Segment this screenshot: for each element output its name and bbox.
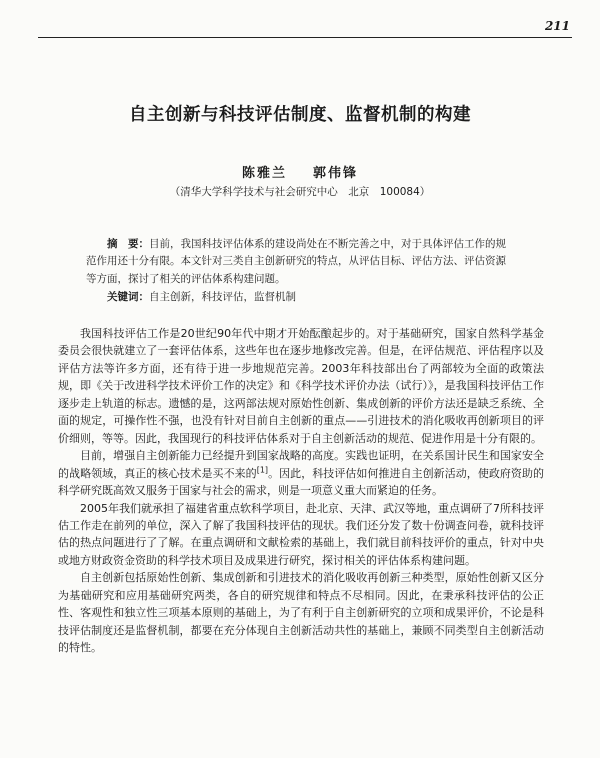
author-name: 郭伟锋 xyxy=(313,166,359,181)
abstract-text: 目前，我国科技评估体系的建设尚处在不断完善之中，对于具体评估工作的规范作用还十分有限。本文针对三类自主创新研究的特点，从评估目标、评估方法、评估资源等方面，探讨了相关的评估体系构建问题。 xyxy=(86,238,506,285)
abstract xyxy=(86,236,514,288)
author-name: 陈雅兰 xyxy=(241,166,287,181)
paragraph xyxy=(58,569,544,656)
affiliation: （清华大学科学技术与社会研究中心 北京 100084） xyxy=(169,186,431,198)
paragraph-text: 目前，增强自主创新能力已经提升到国家战略的高度。实践也证明，在关系国计民生和国家安全的战略领域，真正的核心技术是买不来的 xyxy=(58,449,544,480)
page-number: 211 xyxy=(544,19,570,33)
paragraph xyxy=(58,447,544,499)
paragraph-text: 我国科技评估工作是20世纪90年代中期才开始酝酿起步的。对于基础研究，国家自然科学基金委员会很快就建立了一套评估体系，这些年也在逐步地修改完善。但是，在评估规范、评估程序以及评估方法等许多方面，还有待于进一步地规范完善。2003年科技部出台了两部较为全面的政策法规，即《关于改进科学技术评价工作的决定》和《科学技术评价办法（试行）》，是我国科技评估工作逐步走上轨道的标志。遗憾的是，这两部法规对原始性创新、集成创新的评价方法还是缺乏系统、全面的规定，可操作性不强，也没有针对目前自主创新的重点——引进技术的消化吸收再创新项目的评价细则，等等。因此，我国现行的科技评估体系对于自主创新活动的规范、促进作用是十分有限的。 xyxy=(58,327,544,445)
abstract-label: 摘 要： xyxy=(107,238,149,250)
body-text xyxy=(58,325,544,657)
keywords-text: 自主创新，科技评估，监督机制 xyxy=(149,291,296,303)
keywords-label: 关键词： xyxy=(107,291,149,303)
authors xyxy=(0,162,600,181)
paper-title: 自主创新与科技评估制度、监督机制的构建 xyxy=(129,105,471,125)
keywords xyxy=(86,289,514,306)
citation: [1] xyxy=(256,464,269,474)
paragraph xyxy=(58,325,544,447)
paragraph xyxy=(58,500,544,570)
header-rule xyxy=(38,37,572,38)
paragraph-text: 2005年我们就承担了福建省重点软科学项目，赴北京、天津、武汉等地，重点调研了7所科技评估工作走在前列的单位，深入了解了我国科技评估的现状。我们还分发了数十份调查问卷，就科技评估的热点问题进行了了解。在重点调研和文献检索的基础上，我们就目前科技评价的重点，针对中央或地方财政资金资助的科学技术项目及成果进行研究，探讨相关的评估体系构建问题。 xyxy=(58,501,544,567)
paragraph-text: 自主创新包括原始性创新、集成创新和引进技术的消化吸收再创新三种类型，原始性创新又区分为基础研究和应用基础研究两类，各自的研究规律和特点不尽相同。因此，在秉承科技评估的公正性、客观性和独立性三项基本原则的基础上，为了有利于自主创新研究的立项和成果评价，不论是科技评估制度还是监督机制，都要在充分体现自主创新活动共性的基础上，兼顾不同类型自主创新活动的特性。 xyxy=(58,571,544,655)
paragraph-text: 。因此，科技评估如何推进自主创新活动，使政府资助的科学研究既高效又服务于国家与社会的需求，则是一项意义重大而紧迫的任务。 xyxy=(58,466,545,498)
